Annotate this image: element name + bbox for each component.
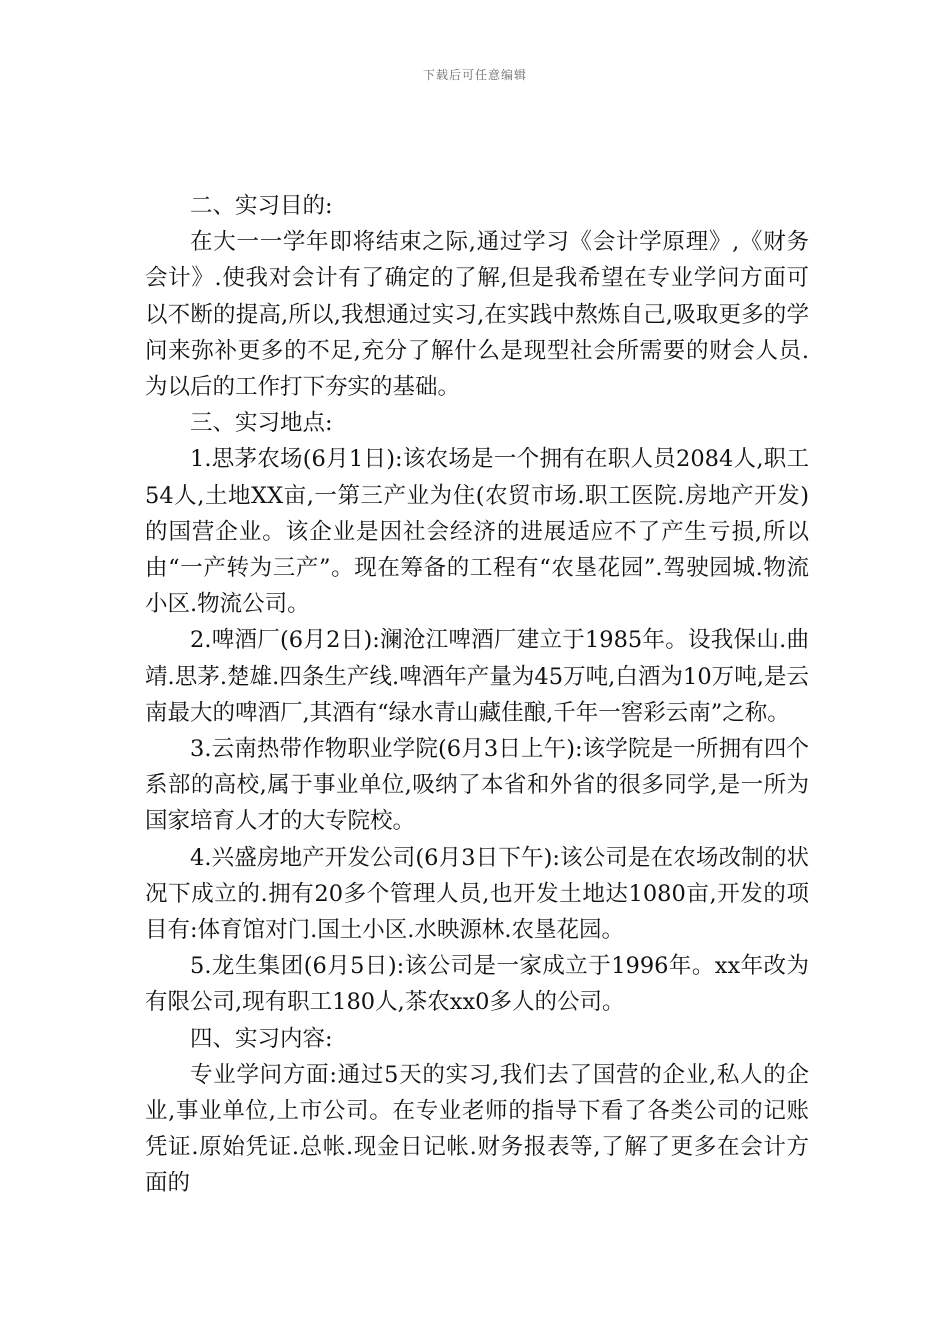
section-heading-content: 四、实习内容: — [190, 1025, 333, 1052]
location-item-3: 3.云南热带作物职业学院(6月3日上午):该学院是一所拥有四个系部的高校,属于事业单位,吸纳了本省和外省的很多同学,是一所为国家培育人才的大专院校。 — [145, 736, 809, 835]
document-body — [145, 188, 809, 1202]
section-heading-purpose: 二、实习目的: — [190, 193, 333, 219]
location-item-5: 5.龙生集团(6月5日):该公司是一家成立于1996年。xx年改为有限公司,现有职工180人,茶农xx0多人的公司。 — [145, 953, 809, 1016]
location-item-4: 4.兴盛房地产开发公司(6月3日下午):该公司是在农场改制的状况下成立的.拥有20多个管理人员,也开发土地达1080亩,开发的项目有:体育馆对门.国土小区.水映源林.农垦花园。 — [145, 844, 809, 944]
location-item-2: 2.啤酒厂(6月2日):澜沧江啤酒厂建立于1985年。设我保山.曲靖.思茅.楚雄.四条生产线.啤酒年产量为45万吨,白酒为10万吨,是云南最大的啤酒厂,其酒有“绿水青山藏佳酿,千年一窖彩云南”之称。 — [145, 627, 809, 726]
content-paragraph: 专业学问方面:通过5天的实习,我们去了国营的企业,私人的企业,事业单位,上市公司。在专业老师的指导下看了各类公司的记账凭证.原始凭证.总帐.现金日记帐.财务报表等,了解了更多在会计方面的 — [145, 1061, 809, 1197]
purpose-paragraph: 在大一一学年即将结束之际,通过学习《会计学原理》,《财务会计》.使我对会计有了确定的了解,但是我希望在专业学问方面可以不断的提高,所以,我想通过实习,在实践中熬炼自己,吸取更多的学问来弥补更多的不足,充分了解什么是现型社会所需要的财会人员.为以后的工作打下夯实的基础。 — [145, 229, 809, 401]
location-item-1: 1.思茅农场(6月1日):该农场是一个拥有在职人员2084人,职工54人,土地XX亩,一第三产业为住(农贸市场.职工医院.房地产开发)的国营企业。该企业是因社会经济的进展适应不了产生亏损,所以由“一产转为三产”。现在筹备的工程有“农垦花园”.驾驶园城.物流小区.物流公司。 — [145, 446, 809, 618]
header-note: 下载后可任意编辑 — [422, 68, 527, 82]
section-heading-location: 三、实习地点: — [190, 410, 333, 437]
